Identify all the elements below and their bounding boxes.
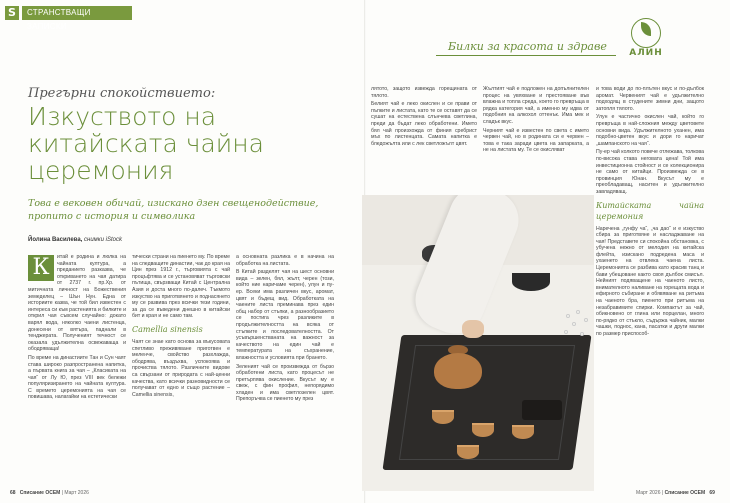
magazine-name: Списание ОСЕМ [664, 490, 706, 496]
article-deck: Това е вековен обичай, изискано дзен свещенодействие, пропито с история и символика [28, 198, 319, 222]
right-column-1 [371, 86, 477, 190]
flower-sprig [562, 310, 594, 390]
paragraph: Черният чай е известен по света с името червен чай, но в родината си е червен – това е така заради цвета на запарката, а не на листата му. Те се окисляват [483, 127, 589, 154]
header-rule [436, 55, 616, 56]
tea-cup-shape [432, 410, 454, 424]
paragraph: итай е родина и люлка на чайната култура, а преданието разказва, че откриването на чая датира от 2737 г. пр.Хр. от митичната личност на Божествения земеделец – Шън Нун. Една от историите казва, че той бил известен с интереса си към растенията и билките и открил чая съвсем случайно: докато варял вода, няколко чаени листенца, донесени от вятъра, паднали в тенджерата. Полученият течност се оказала удължителна освежаваща и ободряваща! [28, 254, 126, 353]
tea-cup-shape [512, 425, 534, 439]
paragraph: лятото, защото извежда горещината от тялото. [371, 86, 477, 99]
paragraph: В Китай разделят чая на шест основни вида – зелен, бял, жълт, черен (този, който ние наричаме черен), улун и пу-ер. Всеки има различен вкус, аромат, цвят и бъдещ вид. Обработката на чаените листа преминава през един общ набор от стъпки, а разнообразието се постига чрез разликите в продължителността на всяка от стъпките и последователността. От усъвършенстваната на важност за качеството на един чай е температурата на съхранение, влажността и условията при брането. [236, 269, 334, 361]
paragraph: По време на династиите Тан и Сун чаят става широко разпространена напитка, а първата книга за чая – „Класиката на чая“ от Лу Ю, през VIII век бележи популяризирането на чайната култура. С времето церемонията на чая се повишава, налагайки на естетически [28, 354, 126, 401]
article-headline: Изкуството на китайската чайна церемония [28, 102, 264, 185]
tea-cup-shape [472, 423, 494, 437]
logo-name: АЛИН [629, 48, 663, 58]
paragraph: тически страни на пиенето му. По време на следващите династии, чак до края на Цин през 1912 г., търговията с чай процъфтява и се установяват търговски пътища, свързващи Китай с Централна Азия и доста много по-далеч. Тъкмото изкуство на приготвянето и поднасянето му се развива през всички тези години, за да се въведени днешно в китайски бит и края и не само там. [132, 254, 230, 320]
byline [28, 237, 122, 243]
paragraph: Улун е частично окислен чай, който го превръща в най-сложния между цветовете основни вида. Удължителното уханен, има подобно-цветен вкус и дори го наричат „шампанското на чая“. [596, 114, 704, 147]
teapot-shape [434, 353, 482, 389]
tea-ceremony-photo [362, 195, 594, 491]
paragraph: Наречена „гунфу ча“, „ча дао“ и е изкуство сбира за приготвяне и насладжаване на чая! Представете си спокойна обстановка, с убучена нежно от мелодия на китайска флейта, изискано подредена маса и ухаенето на отвлека чаена листа. Церемонията се разбива като красив танц и бави убещоване както своя дълбок смисъл. Нейният подяващене на чаеното листо, внимателното наливане на горещата вода и ефирното събиране и обявяване на ритъма на чаеното бра, пиенето при ритъма на незабравимите спирки. Компактът за чай, обикновено от глина или порцелан, много по-рядко от стъкло, съдържа чайник, малки чашки, поднос, кана, пасатки и други малки по размер приспособ- [596, 225, 704, 337]
byline-credit: снимки iStock [84, 237, 122, 243]
tea-cup-shape [457, 445, 479, 459]
tea-leaves-shape [522, 400, 562, 420]
paragraph: Пу-ер чай колкото повече отлежава, толкова по-висока става неговата цена! Той има инвестиционна стойност и се колекционира не само от китайци. Произвежда се в провинция Юнан. Вкусът му е преобладаващ, наситен и удължително завладяващ. [596, 149, 704, 195]
hand-shape [462, 320, 484, 338]
bowl-shape [512, 273, 550, 291]
paragraph: Зеленият чай се произвежда от бързо обработени листа, като процесът не претърпява окисление. Вкусът му е свеж, с фин профил, непорядимо хладен и има светлозелен цвят. Препоръчва се пиенето му през [236, 363, 334, 403]
right-column-2 [483, 86, 589, 190]
issue-date: Март 2026 [64, 490, 89, 496]
left-column-2 [132, 254, 230, 486]
left-column-3 [236, 254, 334, 486]
magazine-name: Списание ОСЕМ [19, 490, 61, 496]
page-number: 68 [10, 490, 16, 496]
paragraph: Жълтият чай е подложен на допълнителен процес на увяхване и престояване във влажна и топла среда, което го превръща в рядка категория чай, а именно му идва от подобния на алкохол оттенък. Има мек и сладък вкус. [483, 86, 589, 125]
section-label: СТРАНСТВАЩИ ЗАПИСКИ [22, 6, 132, 20]
article-kicker: Прегърни спокойствието: [28, 86, 216, 101]
section-icon: S [5, 6, 19, 20]
subheading: Китайската чайна церемония [596, 200, 704, 221]
paragraph: Белият чай е леко окислен и се прави от пъпките и листата, като те се оставят да се сушат на естествена слънчева светлина, преди да бъдат леко обработени. Името бял чай произхожда от финия сребрист мъх по листенцата. Самата напитка е бледожълта или с лек светложълт цвят. [371, 101, 477, 147]
page-number: 69 [709, 490, 715, 496]
right-column-3 [596, 86, 704, 486]
left-column-1 [28, 254, 126, 486]
byline-author: Йолина Василева, [28, 237, 83, 243]
paragraph: а основната разлика е в начина на обработка на листата. [236, 254, 334, 267]
drop-cap: К [28, 255, 54, 281]
paragraph: и това води до по-плътен вкус и по-дълбок аромат. Червеният чай е удължително подходящ в студените зимни дни, защото затопля тялото. [596, 86, 704, 112]
section-title: Билки за красота и здраве [448, 40, 607, 53]
paragraph: Чаят се знае като основа за въкусовата спетливо преживяване приготвен е меленче, свойство разхлажда, ободрява, въздъхва, успокоява и прочиства тялото. Различните видове са свързани от природата с най-ценни качества, като всички разновидности се получават от едно и също растение – Camellia sinensis, [132, 338, 230, 398]
issue-date: Март 2026 [636, 490, 661, 496]
brand-logo [626, 14, 666, 66]
subheading: Camellia sinensis [132, 324, 203, 334]
footer-right: Март 2026 | Списание ОСЕМ 69 [636, 490, 715, 496]
footer-left: 68 Списание ОСЕМ | Март 2026 [10, 490, 89, 496]
